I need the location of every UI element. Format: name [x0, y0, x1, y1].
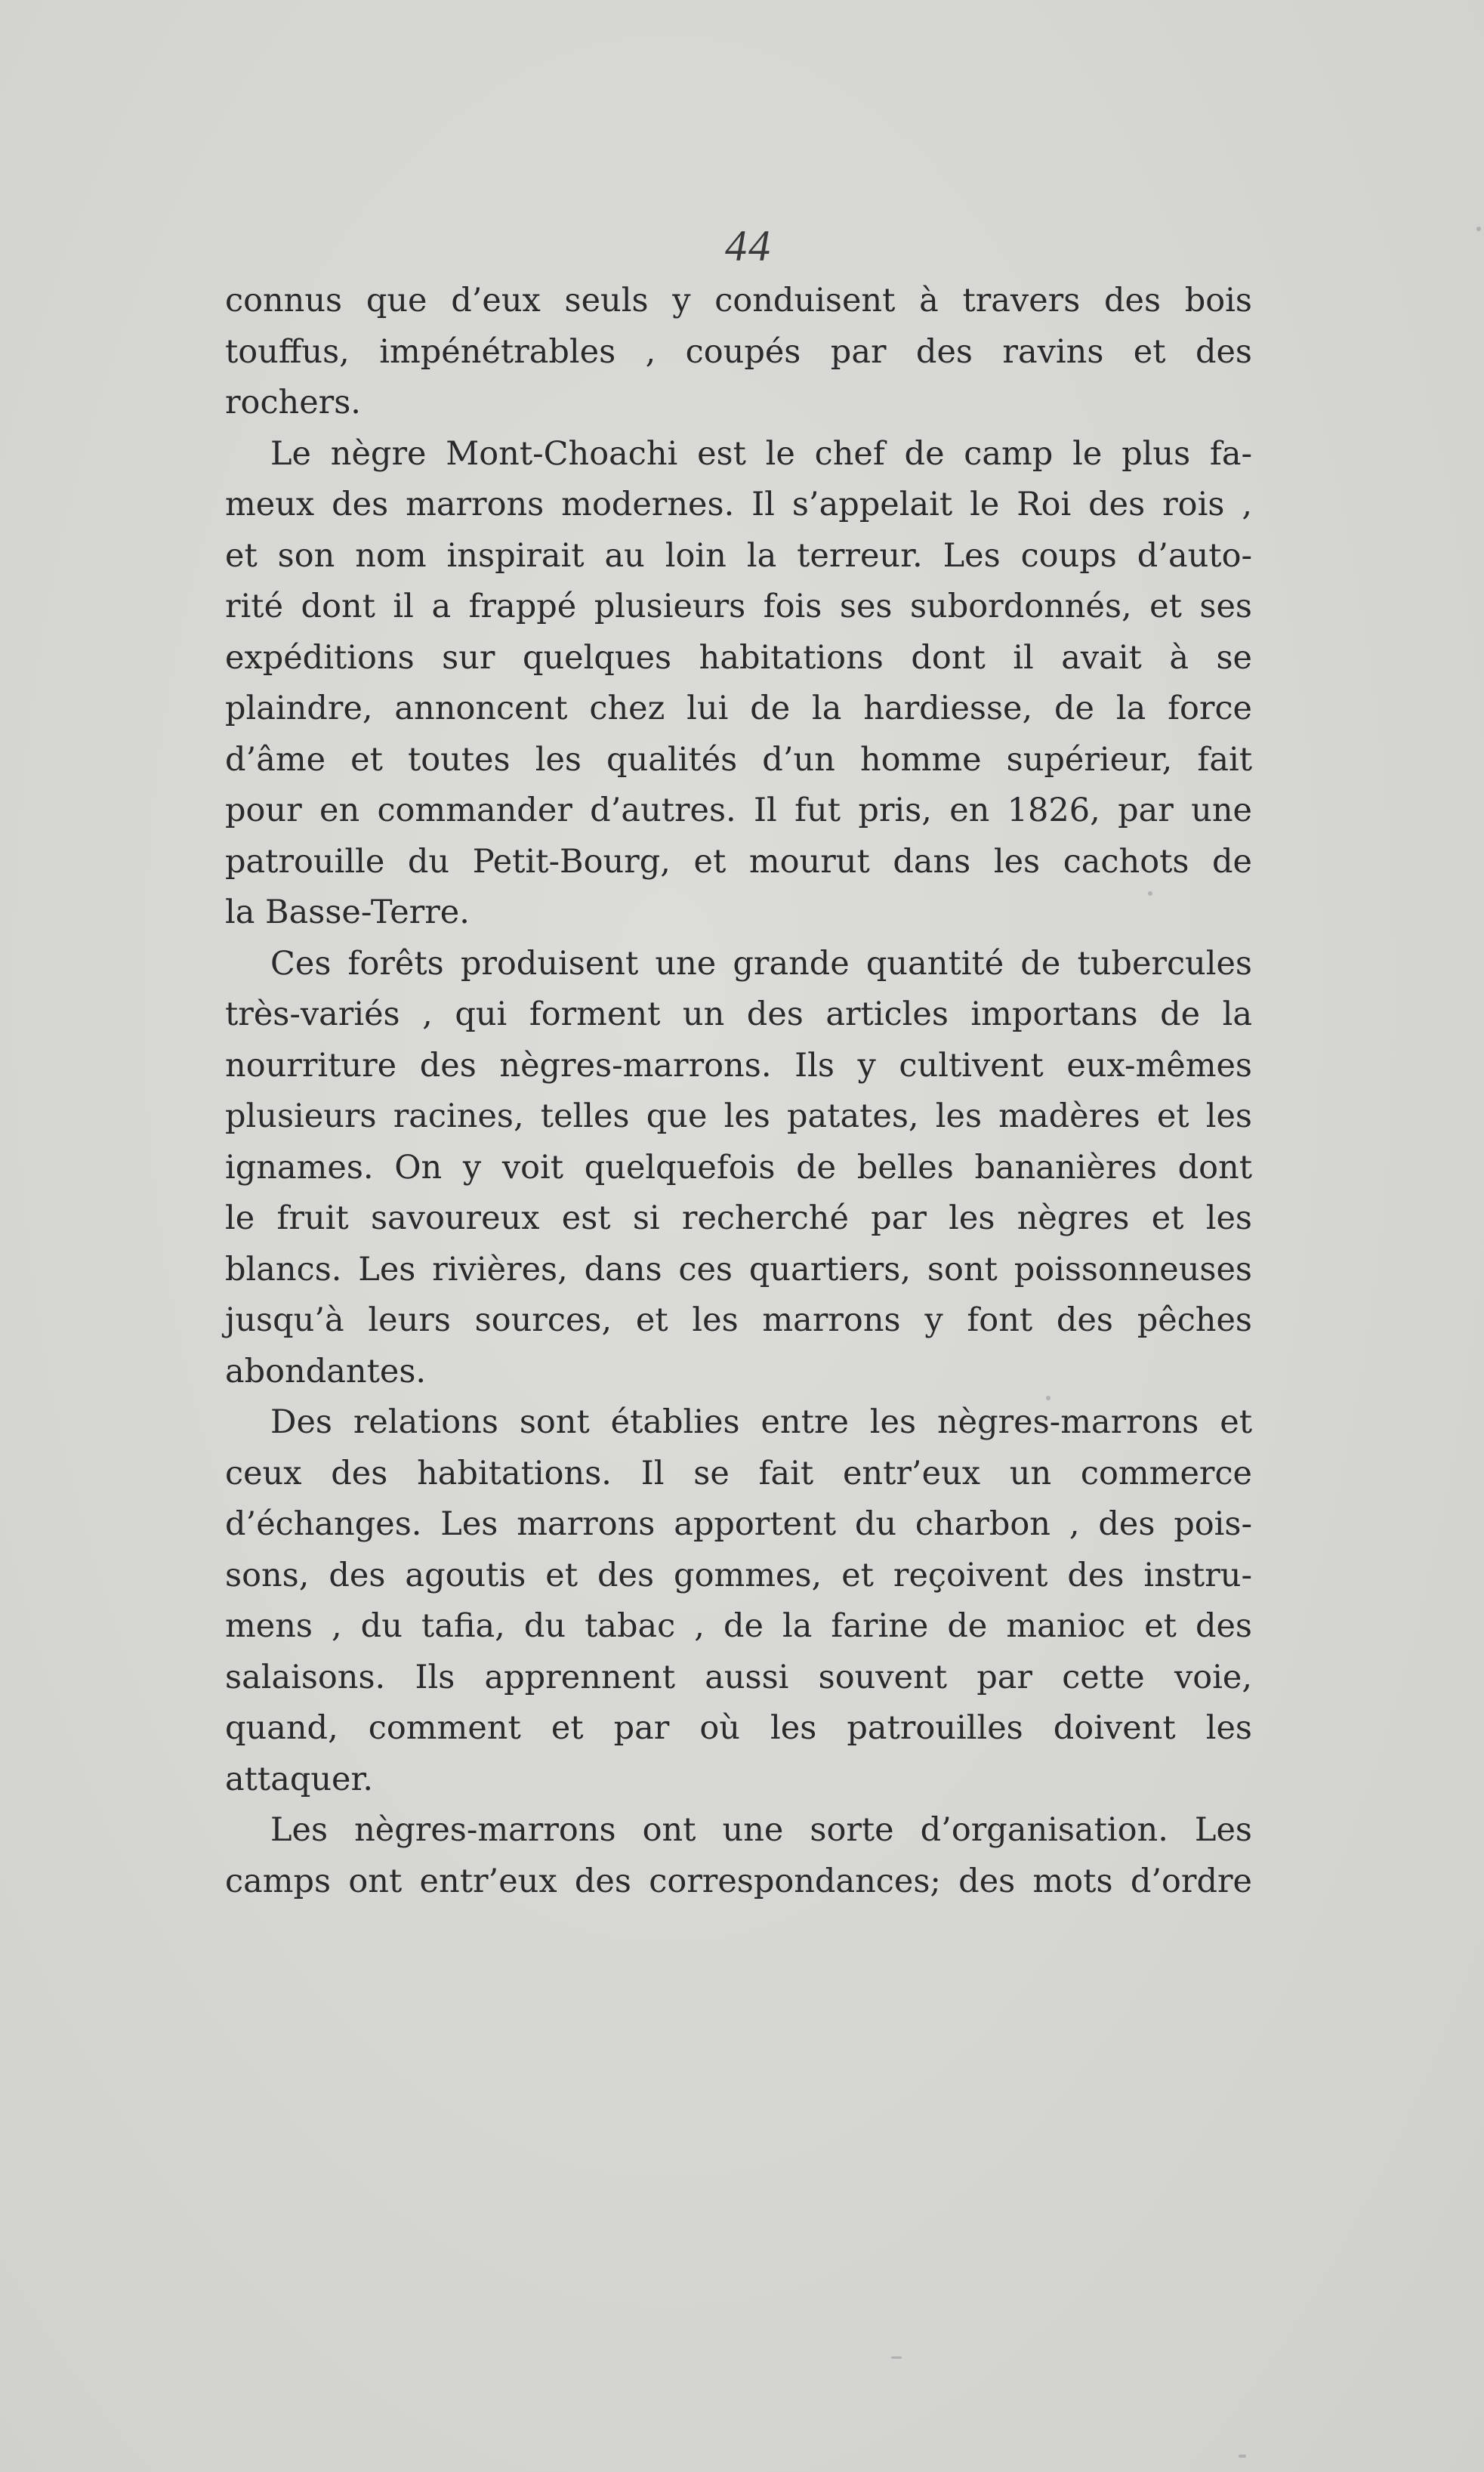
- text-line: la Basse-Terre.: [225, 893, 470, 931]
- text-line: plaindre, annoncent chez lui de la hardiesse, de la force: [225, 690, 1252, 727]
- text-line: Ces forêts produisent une grande quantité de tubercules: [270, 944, 1252, 983]
- text-line: le fruit savoureux est si recherché par les nègres et les: [225, 1199, 1252, 1237]
- text-line: quand, comment et par où les patrouilles doivent les: [225, 1709, 1252, 1747]
- text-line: Les nègres-marrons ont une sorte d’organisation. Les: [270, 1811, 1252, 1849]
- paper-speck: [1046, 1396, 1051, 1400]
- text-line: expéditions sur quelques habitations dont il avait à se: [225, 638, 1252, 677]
- paper-speck: [1476, 227, 1481, 231]
- paragraph-continuation: [225, 276, 1252, 429]
- text-line: meux des marrons modernes. Il s’appelait le Roi des rois ,: [225, 486, 1252, 523]
- text-line: attaquer.: [225, 1760, 373, 1798]
- text-line: mens , du tafia, du tabac , de la farine de manioc et des: [225, 1607, 1252, 1645]
- text-line: Le nègre Mont-Choachi est le chef de camp le plus fa-: [270, 434, 1252, 473]
- text-line: salaisons. Ils apprennent aussi souvent par cette voie,: [225, 1658, 1252, 1696]
- text-line: touffus, impénétrables , coupés par des ravins et des: [225, 332, 1252, 371]
- paper-speck: [891, 2356, 902, 2359]
- paper-speck: [1239, 2455, 1246, 2458]
- text-line: d’âme et toutes les qualités d’un homme supérieur, fait: [225, 740, 1252, 779]
- text-line: rochers.: [225, 384, 361, 421]
- page-number: 44: [725, 221, 772, 270]
- body-text: [225, 276, 1252, 1907]
- paragraph-relations: [225, 1397, 1252, 1805]
- text-line: ceux des habitations. Il se fait entr’eux un commerce: [225, 1454, 1252, 1492]
- text-line: et son nom inspirait au loin la terreur. Les coups d’auto-: [225, 536, 1252, 575]
- text-line: rité dont il a frappé plusieurs fois ses subordonnés, et ses: [225, 588, 1252, 625]
- paragraph-forets: [225, 939, 1252, 1398]
- text-line: jusqu’à leurs sources, et les marrons y font des pêches: [225, 1301, 1252, 1339]
- text-line: plusieurs racines, telles que les patates, les madères et les: [225, 1097, 1252, 1135]
- text-line: très-variés , qui forment un des articles importans de la: [225, 995, 1252, 1033]
- text-line: camps ont entr’eux des correspondances; des mots d’ordre: [225, 1862, 1252, 1900]
- text-line: connus que d’eux seuls y conduisent à travers des bois: [225, 282, 1252, 319]
- paragraph-mont-choachi: [225, 429, 1252, 939]
- text-line: pour en commander d’autres. Il fut pris, en 1826, par une: [225, 792, 1252, 829]
- text-line: Des relations sont établies entre les nègres-marrons et: [270, 1403, 1252, 1441]
- text-line: patrouille du Petit-Bourg, et mourut dans les cachots de: [225, 842, 1252, 881]
- text-line: ignames. On y voit quelquefois de belles bananières dont: [225, 1148, 1252, 1187]
- text-line: nourriture des nègres-marrons. Ils y cultivent eux-mêmes: [225, 1046, 1252, 1085]
- text-line: abondantes.: [225, 1352, 427, 1390]
- paper-speck: [1148, 891, 1152, 896]
- text-line: sons, des agoutis et des gommes, et reçoivent des instru-: [225, 1556, 1252, 1594]
- text-line: d’échanges. Les marrons apportent du charbon , des pois-: [225, 1505, 1252, 1543]
- text-line: blancs. Les rivières, dans ces quartiers, sont poissonneuses: [225, 1250, 1252, 1288]
- paragraph-organisation: [225, 1805, 1252, 1907]
